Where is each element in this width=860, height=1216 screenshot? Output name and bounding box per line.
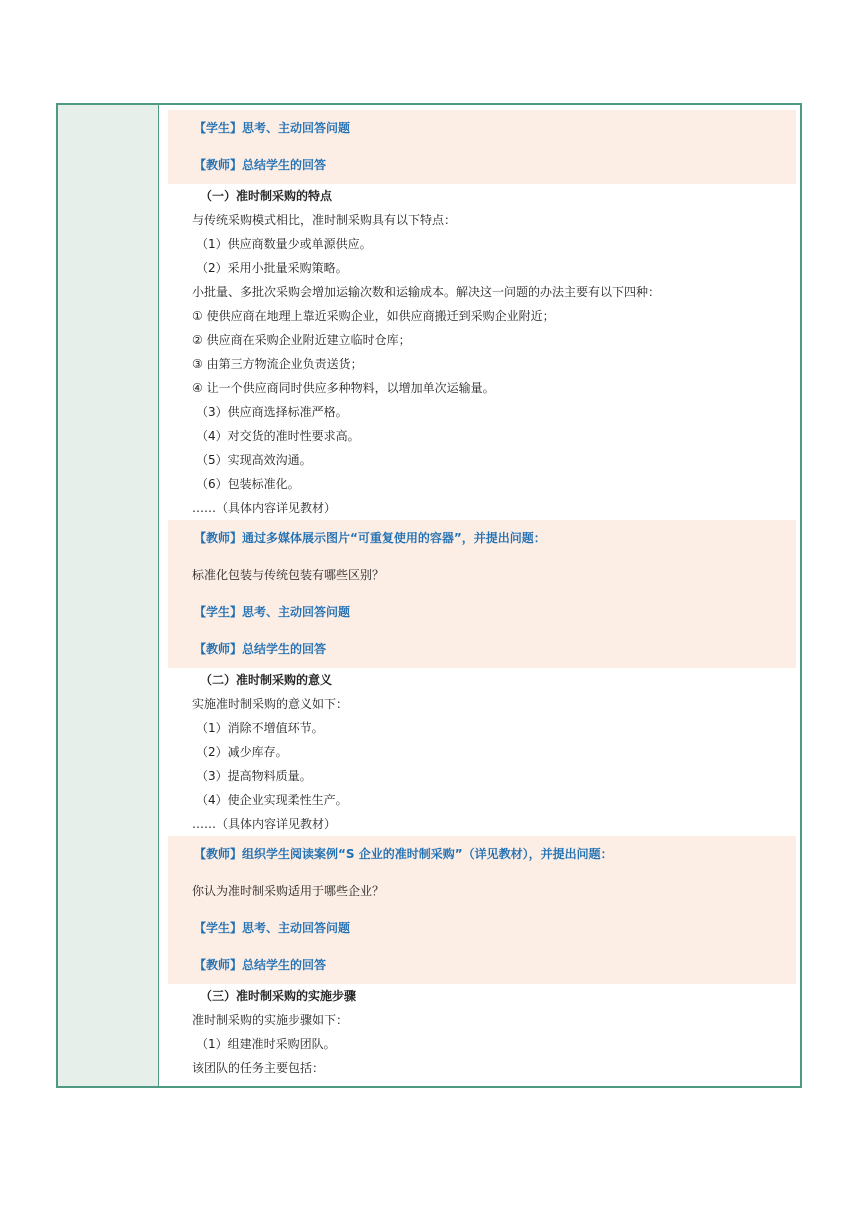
- highlight-block: [168, 110, 796, 184]
- text-block: [168, 184, 796, 520]
- text-block: [168, 668, 796, 836]
- highlight-block: [168, 520, 796, 668]
- lesson-table: [56, 103, 802, 1088]
- text-line: （4）对交货的准时性要求高。: [196, 429, 360, 443]
- text-line: 【学生】思考、主动回答问题: [194, 605, 351, 619]
- text-line: （3）供应商选择标准严格。: [196, 405, 348, 419]
- text-line: 小批量、多批次采购会增加运输次数和运输成本。解决这一问题的办法主要有以下四种：: [192, 285, 661, 299]
- text-line: 你认为准时制采购适用于哪些企业？: [192, 884, 385, 898]
- text-line: （3）提高物料质量。: [196, 769, 312, 783]
- text-line: 与传统采购模式相比，准时制采购具有以下特点：: [192, 213, 457, 227]
- text-line: 【教师】组织学生阅读案例“S 企业的准时制采购”（详见教材），并提出问题：: [194, 847, 613, 861]
- highlight-block: [168, 836, 796, 984]
- text-line: ② 供应商在采购企业附近建立临时仓库；: [192, 333, 411, 347]
- section-heading: （三）准时制采购的实施步骤: [200, 989, 357, 1003]
- text-line: ……（具体内容详见教材）: [192, 817, 337, 831]
- text-line: （1）消除不增值环节。: [196, 721, 324, 735]
- section-heading: （二）准时制采购的意义: [200, 673, 333, 687]
- text-line: 【教师】通过多媒体展示图片“可重复使用的容器”，并提出问题：: [194, 531, 546, 545]
- text-line: （6）包装标准化。: [196, 477, 300, 491]
- text-line: 【学生】思考、主动回答问题: [194, 921, 351, 935]
- text-line: 标准化包装与传统包装有哪些区别？: [192, 568, 385, 582]
- text-line: 【教师】总结学生的回答: [194, 158, 327, 172]
- text-block: [168, 984, 796, 1080]
- text-line: 【教师】总结学生的回答: [194, 958, 327, 972]
- section-heading: （一）准时制采购的特点: [200, 189, 333, 203]
- text-line: 该团队的任务主要包括：: [192, 1061, 325, 1075]
- text-line: 【教师】总结学生的回答: [194, 642, 327, 656]
- text-line: （2）减少库存。: [196, 745, 288, 759]
- text-line: ③ 由第三方物流企业负责送货；: [192, 357, 363, 371]
- text-line: （1）供应商数量少或单源供应。: [196, 237, 372, 251]
- text-line: ④ 让一个供应商同时供应多种物料，以增加单次运输量。: [192, 381, 495, 395]
- table-left-column: [58, 105, 159, 1086]
- text-line: （4）使企业实现柔性生产。: [196, 793, 348, 807]
- text-line: 实施准时制采购的意义如下：: [192, 697, 349, 711]
- text-line: ① 使供应商在地理上靠近采购企业，如供应商搬迁到采购企业附近；: [192, 309, 555, 323]
- text-line: ……（具体内容详见教材）: [192, 501, 337, 515]
- text-line: （5）实现高效沟通。: [196, 453, 312, 467]
- text-line: 准时制采购的实施步骤如下：: [192, 1013, 349, 1027]
- text-line: （2）采用小批量采购策略。: [196, 261, 348, 275]
- table-content-cell: [168, 110, 796, 1080]
- text-line: 【学生】思考、主动回答问题: [194, 121, 351, 135]
- text-line: （1）组建准时采购团队。: [196, 1037, 336, 1051]
